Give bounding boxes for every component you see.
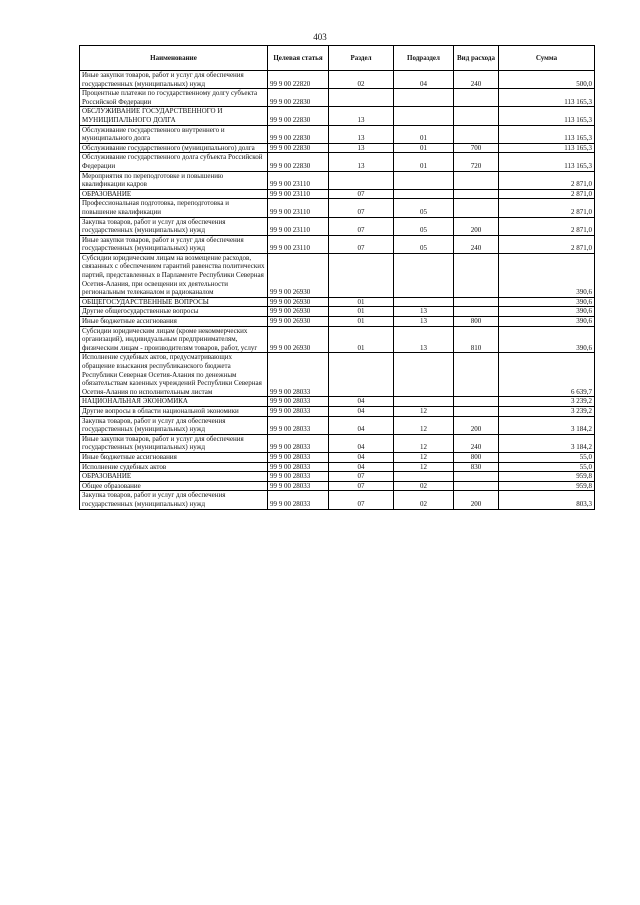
cell-subsection (394, 89, 454, 107)
cell-section: 07 (329, 189, 394, 199)
cell-sum: 959,8 (499, 481, 595, 491)
cell-code: 99 9 00 28033 (268, 406, 329, 416)
cell-section: 04 (329, 416, 394, 434)
table-row (80, 406, 595, 416)
cell-sum: 113 165,3 (499, 143, 595, 153)
cell-subsection: 02 (394, 481, 454, 491)
cell-code: 99 9 00 23110 (268, 189, 329, 199)
cell-subsection (394, 253, 454, 297)
table-row (80, 235, 595, 253)
cell-type: 700 (454, 143, 499, 153)
cell-type (454, 89, 499, 107)
table-row (80, 153, 595, 171)
cell-name: Профессиональная подготовка, переподготовка и повышение квалификации (80, 199, 268, 217)
cell-sum: 2 871,0 (499, 199, 595, 217)
header-subsection: Подраздел (394, 46, 454, 71)
cell-subsection (394, 297, 454, 307)
cell-section: 04 (329, 406, 394, 416)
cell-subsection (394, 171, 454, 189)
cell-name: Иные закупки товаров, работ и услуг для обеспечения государственных (муниципальных) нужд (80, 235, 268, 253)
cell-type (454, 253, 499, 297)
cell-section: 07 (329, 491, 394, 509)
table-row (80, 397, 595, 407)
cell-name: Обслуживание государственного (муниципального) долга (80, 143, 268, 153)
cell-name: ОБРАЗОВАНИЕ (80, 472, 268, 482)
cell-sum: 500,0 (499, 71, 595, 89)
cell-subsection: 01 (394, 143, 454, 153)
cell-code: 99 9 00 22830 (268, 89, 329, 107)
cell-code: 99 9 00 26930 (268, 307, 329, 317)
cell-type (454, 125, 499, 143)
table-row (80, 452, 595, 462)
cell-subsection: 04 (394, 71, 454, 89)
table-row (80, 472, 595, 482)
cell-section: 04 (329, 452, 394, 462)
cell-code: 99 9 00 22820 (268, 71, 329, 89)
cell-subsection (394, 397, 454, 407)
cell-sum: 2 871,0 (499, 235, 595, 253)
cell-sum: 3 239,2 (499, 406, 595, 416)
cell-code: 99 9 00 28033 (268, 491, 329, 509)
cell-subsection: 13 (394, 326, 454, 353)
cell-name: Мероприятия по переподготовке и повышению квалификации кадров (80, 171, 268, 189)
cell-name: Исполнение судебных актов, предусматривающих обращение взыскания республиканского бюджета Республики Северная Осетия-Алания по денежным обязательствам казенных учреждений Республики Северная Осетия-Алания по исполнительным листам (80, 353, 268, 397)
cell-name: Иные закупки товаров, работ и услуг для обеспечения государственных (муниципальных) нужд (80, 434, 268, 452)
cell-name: Иные бюджетные ассигнования (80, 317, 268, 327)
cell-type: 240 (454, 434, 499, 452)
cell-type (454, 397, 499, 407)
cell-sum: 113 165,3 (499, 125, 595, 143)
cell-section: 13 (329, 153, 394, 171)
table-row (80, 199, 595, 217)
table-row (80, 307, 595, 317)
table-row (80, 253, 595, 297)
table-row (80, 89, 595, 107)
cell-type: 810 (454, 326, 499, 353)
table-row (80, 491, 595, 509)
cell-type: 720 (454, 153, 499, 171)
cell-name: Иные закупки товаров, работ и услуг для обеспечения государственных (муниципальных) нужд (80, 71, 268, 89)
header-sum: Сумма (499, 46, 595, 71)
cell-sum: 3 184,2 (499, 434, 595, 452)
cell-name: Другие общегосударственные вопросы (80, 307, 268, 317)
cell-name: НАЦИОНАЛЬНАЯ ЭКОНОМИКА (80, 397, 268, 407)
cell-subsection: 01 (394, 125, 454, 143)
cell-section (329, 171, 394, 189)
cell-code: 99 9 00 28033 (268, 353, 329, 397)
table-row (80, 317, 595, 327)
cell-section (329, 353, 394, 397)
cell-sum: 390,6 (499, 317, 595, 327)
cell-code: 99 9 00 28033 (268, 472, 329, 482)
cell-code: 99 9 00 26930 (268, 326, 329, 353)
cell-section: 02 (329, 71, 394, 89)
cell-type (454, 199, 499, 217)
cell-sum: 113 165,3 (499, 89, 595, 107)
cell-type (454, 297, 499, 307)
cell-name: ОБЩЕГОСУДАРСТВЕННЫЕ ВОПРОСЫ (80, 297, 268, 307)
cell-section (329, 89, 394, 107)
header-code: Целевая статья (268, 46, 329, 71)
table-row (80, 107, 595, 125)
cell-code: 99 9 00 28033 (268, 452, 329, 462)
cell-name: Закупка товаров, работ и услуг для обеспечения государственных (муниципальных) нужд (80, 491, 268, 509)
cell-sum: 3 239,2 (499, 397, 595, 407)
cell-sum: 55,0 (499, 462, 595, 472)
page-number: 403 (313, 32, 327, 42)
cell-section: 04 (329, 434, 394, 452)
cell-code: 99 9 00 23110 (268, 199, 329, 217)
cell-sum: 3 184,2 (499, 416, 595, 434)
table-row (80, 143, 595, 153)
cell-section: 13 (329, 125, 394, 143)
cell-sum: 55,0 (499, 452, 595, 462)
cell-sum: 2 871,0 (499, 189, 595, 199)
cell-section: 04 (329, 462, 394, 472)
table-row (80, 481, 595, 491)
cell-section (329, 253, 394, 297)
cell-name: Другие вопросы в области национальной экономики (80, 406, 268, 416)
cell-subsection: 13 (394, 307, 454, 317)
cell-section: 01 (329, 297, 394, 307)
cell-type (454, 472, 499, 482)
table-header-row (80, 46, 595, 71)
cell-name: Общее образование (80, 481, 268, 491)
cell-code: 99 9 00 23110 (268, 171, 329, 189)
cell-type (454, 189, 499, 199)
cell-code: 99 9 00 26930 (268, 297, 329, 307)
cell-section: 01 (329, 317, 394, 327)
cell-type (454, 171, 499, 189)
table-row (80, 353, 595, 397)
cell-type (454, 406, 499, 416)
cell-type (454, 353, 499, 397)
table-row (80, 297, 595, 307)
cell-code: 99 9 00 23110 (268, 235, 329, 253)
table-row (80, 71, 595, 89)
cell-code: 99 9 00 28033 (268, 397, 329, 407)
cell-type (454, 307, 499, 317)
table-row (80, 416, 595, 434)
cell-name: Процентные платежи по государственному долгу субъекта Российской Федерации (80, 89, 268, 107)
cell-name: Исполнение судебных актов (80, 462, 268, 472)
cell-section: 07 (329, 199, 394, 217)
cell-name: Закупка товаров, работ и услуг для обеспечения государственных (муниципальных) нужд (80, 416, 268, 434)
cell-subsection: 05 (394, 199, 454, 217)
cell-section: 07 (329, 481, 394, 491)
cell-type: 830 (454, 462, 499, 472)
cell-subsection: 05 (394, 235, 454, 253)
cell-name: Обслуживание государственного внутреннего и муниципального долга (80, 125, 268, 143)
cell-section: 13 (329, 107, 394, 125)
cell-code: 99 9 00 22830 (268, 125, 329, 143)
cell-sum: 959,8 (499, 472, 595, 482)
cell-section: 07 (329, 472, 394, 482)
cell-section: 13 (329, 143, 394, 153)
cell-sum: 390,6 (499, 297, 595, 307)
cell-subsection (394, 472, 454, 482)
table-row (80, 434, 595, 452)
cell-type: 200 (454, 217, 499, 235)
cell-name: Закупка товаров, работ и услуг для обеспечения государственных (муниципальных) нужд (80, 217, 268, 235)
cell-subsection: 12 (394, 462, 454, 472)
cell-sum: 113 165,3 (499, 107, 595, 125)
cell-type (454, 107, 499, 125)
cell-name: ОБРАЗОВАНИЕ (80, 189, 268, 199)
cell-subsection: 02 (394, 491, 454, 509)
cell-code: 99 9 00 22830 (268, 143, 329, 153)
cell-subsection: 12 (394, 452, 454, 462)
cell-type (454, 481, 499, 491)
cell-type: 200 (454, 416, 499, 434)
cell-sum: 6 639,7 (499, 353, 595, 397)
cell-name: Субсидии юридическим лицам на возмещение расходов, связанных с обеспечением гарантий равенства политических партий, представленных в Парламенте Республики Северная Осетия-Алания, при освещении их деятельности региональным телеканалом и радиоканалом (80, 253, 268, 297)
cell-sum: 2 871,0 (499, 217, 595, 235)
cell-sum: 390,6 (499, 253, 595, 297)
cell-subsection (394, 189, 454, 199)
table-row (80, 326, 595, 353)
cell-code: 99 9 00 28033 (268, 434, 329, 452)
cell-code: 99 9 00 28033 (268, 416, 329, 434)
cell-section: 07 (329, 217, 394, 235)
cell-subsection: 05 (394, 217, 454, 235)
cell-code: 99 9 00 28033 (268, 462, 329, 472)
cell-code: 99 9 00 23110 (268, 217, 329, 235)
table-row (80, 462, 595, 472)
cell-section: 04 (329, 397, 394, 407)
cell-subsection: 13 (394, 317, 454, 327)
cell-subsection: 12 (394, 406, 454, 416)
table-row (80, 171, 595, 189)
cell-subsection (394, 107, 454, 125)
table-row (80, 217, 595, 235)
cell-code: 99 9 00 22830 (268, 153, 329, 171)
cell-subsection: 01 (394, 153, 454, 171)
cell-name: Обслуживание государственного долга субъекта Российской Федерации (80, 153, 268, 171)
cell-type: 240 (454, 235, 499, 253)
cell-name: Субсидии юридическим лицам (кроме некоммерческих организаций), индивидуальным предпринимателям, физическим лицам - производителям товаров, работ, услуг (80, 326, 268, 353)
cell-code: 99 9 00 28033 (268, 481, 329, 491)
cell-subsection: 12 (394, 434, 454, 452)
cell-type: 800 (454, 452, 499, 462)
cell-sum: 390,6 (499, 307, 595, 317)
cell-type: 240 (454, 71, 499, 89)
cell-sum: 390,6 (499, 326, 595, 353)
cell-sum: 113 165,3 (499, 153, 595, 171)
cell-section: 01 (329, 326, 394, 353)
table-row (80, 189, 595, 199)
cell-type: 200 (454, 491, 499, 509)
cell-code: 99 9 00 26930 (268, 253, 329, 297)
header-type: Вид расхода (454, 46, 499, 71)
cell-type: 800 (454, 317, 499, 327)
cell-section: 01 (329, 307, 394, 317)
cell-subsection (394, 353, 454, 397)
cell-section: 07 (329, 235, 394, 253)
cell-code: 99 9 00 26930 (268, 317, 329, 327)
table-body (80, 71, 595, 510)
cell-sum: 2 871,0 (499, 171, 595, 189)
table-row (80, 125, 595, 143)
header-name: Наименование (80, 46, 268, 71)
budget-table (79, 45, 595, 510)
cell-name: Иные бюджетные ассигнования (80, 452, 268, 462)
cell-name: ОБСЛУЖИВАНИЕ ГОСУДАРСТВЕННОГО И МУНИЦИПАЛЬНОГО ДОЛГА (80, 107, 268, 125)
cell-subsection: 12 (394, 416, 454, 434)
cell-code: 99 9 00 22830 (268, 107, 329, 125)
cell-sum: 803,3 (499, 491, 595, 509)
header-section: Раздел (329, 46, 394, 71)
